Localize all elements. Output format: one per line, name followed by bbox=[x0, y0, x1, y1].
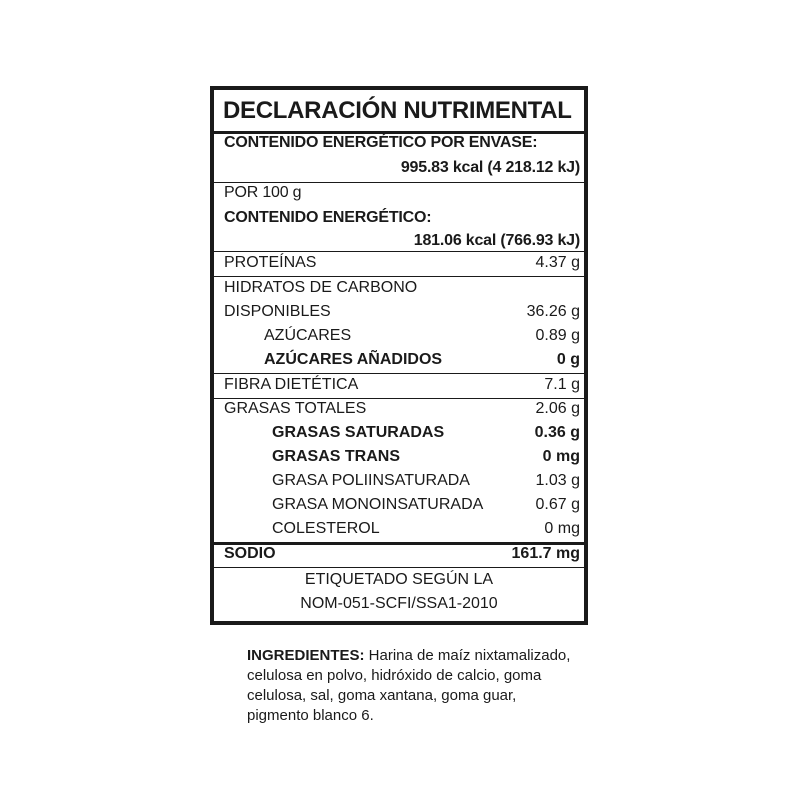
ingredients-block bbox=[247, 646, 577, 726]
nutrient-row bbox=[214, 349, 584, 373]
nutrient-value: 4.37 g bbox=[535, 254, 580, 271]
ingredients-text: Harina de maíz nixtamalizado, celulosa en polvo, hidróxido de calcio, goma celulosa, sal, goma xantana, goma guar, pigmento blanco 6. bbox=[247, 647, 571, 724]
per-100g-label: POR 100 g bbox=[224, 184, 302, 201]
nutrient-name: HIDRATOS DE CARBONO bbox=[224, 279, 418, 296]
energy-per-100g-value: 181.06 kcal (766.93 kJ) bbox=[413, 232, 580, 249]
nutrient-row bbox=[214, 252, 584, 276]
nutrient-row bbox=[214, 518, 584, 542]
nutrient-row bbox=[214, 374, 584, 398]
nutrient-row bbox=[214, 301, 584, 325]
energy-per-package-value: 995.83 kcal (4 218.12 kJ) bbox=[400, 159, 580, 176]
nutrient-value: 0.36 g bbox=[534, 424, 580, 441]
nutrient-row bbox=[214, 422, 584, 446]
nutrient-row bbox=[214, 446, 584, 470]
nutrient-value: 0.67 g bbox=[535, 496, 580, 513]
nutrient-name: PROTEÍNAS bbox=[224, 254, 317, 271]
nutrient-value: 0 mg bbox=[542, 448, 580, 465]
nutrient-row bbox=[214, 470, 584, 494]
energy-per-package-label: CONTENIDO ENERGÉTICO POR ENVASE: bbox=[224, 134, 538, 151]
nutrient-name: GRASA MONOINSATURADA bbox=[272, 496, 484, 513]
nutrient-value: 0 g bbox=[556, 351, 580, 368]
nutrient-value: 36.26 g bbox=[526, 303, 580, 320]
nutrient-row bbox=[214, 398, 584, 422]
nutrient-name: SODIO bbox=[224, 545, 276, 562]
nutrient-name: AZÚCARES bbox=[264, 327, 352, 344]
nutrient-value: 0 mg bbox=[544, 520, 580, 537]
nutrition-facts-panel bbox=[210, 86, 588, 625]
nutrient-name: GRASA POLIINSATURADA bbox=[272, 472, 470, 489]
nutrient-row bbox=[214, 325, 584, 349]
panel-title: DECLARACIÓN NUTRIMENTAL bbox=[223, 97, 572, 124]
regulation-note-line1: ETIQUETADO SEGÚN LA bbox=[304, 571, 494, 588]
nutrient-value: 7.1 g bbox=[544, 376, 580, 393]
energy-per-100g-label: CONTENIDO ENERGÉTICO: bbox=[224, 209, 432, 226]
regulation-note-line2: NOM-051-SCFI/SSA1-2010 bbox=[300, 595, 498, 612]
nutrient-name: GRASAS SATURADAS bbox=[272, 424, 445, 441]
divider bbox=[214, 567, 584, 568]
nutrient-name: AZÚCARES AÑADIDOS bbox=[264, 351, 443, 368]
nutrient-value: 1.03 g bbox=[535, 472, 580, 489]
nutrient-name: GRASAS TOTALES bbox=[224, 400, 367, 417]
nutrient-name: FIBRA DIETÉTICA bbox=[224, 376, 359, 393]
ingredients-label: INGREDIENTES: bbox=[247, 647, 365, 664]
nutrient-row bbox=[214, 494, 584, 518]
nutrient-value: 0.89 g bbox=[535, 327, 580, 344]
nutrient-name: DISPONIBLES bbox=[224, 303, 331, 320]
nutrient-name: COLESTEROL bbox=[272, 520, 380, 537]
nutrient-value: 2.06 g bbox=[535, 400, 580, 417]
nutrient-row-sodium bbox=[214, 543, 584, 567]
nutrient-row bbox=[214, 277, 584, 301]
divider bbox=[214, 182, 584, 183]
nutrient-name: GRASAS TRANS bbox=[272, 448, 401, 465]
nutrient-value: 161.7 mg bbox=[511, 545, 580, 562]
